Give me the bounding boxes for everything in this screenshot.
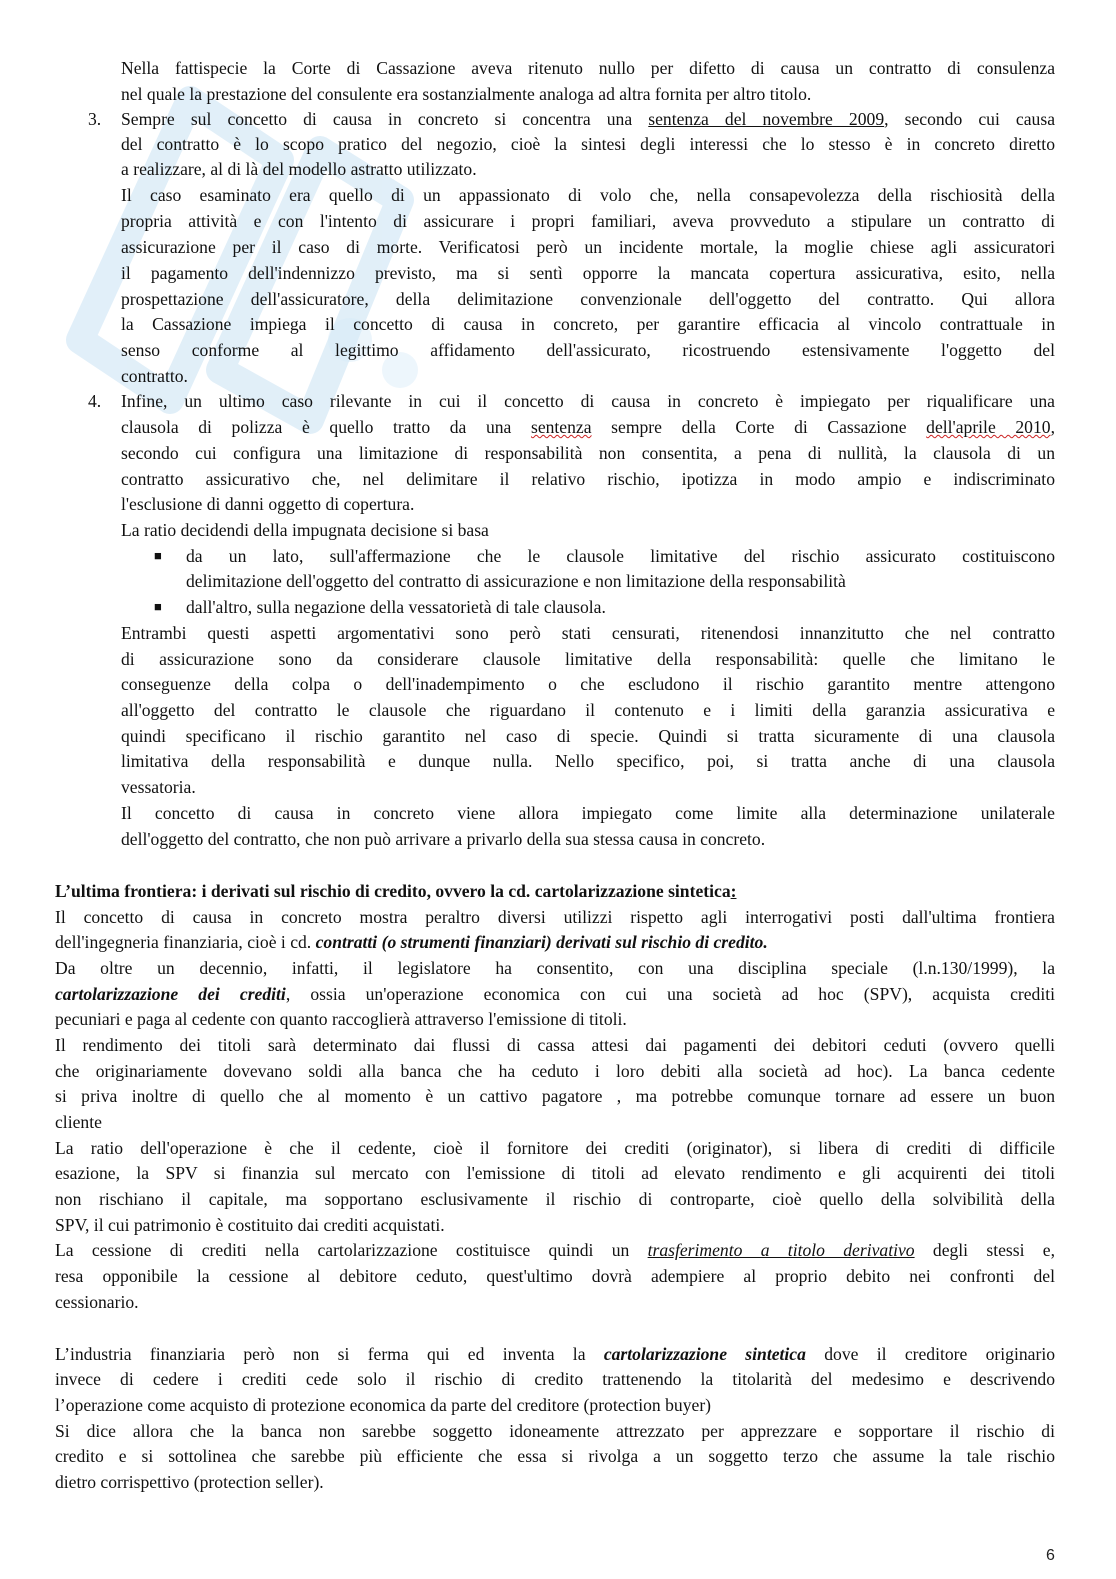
item3-line: assicurazione per il caso di morte. Verificatosi però un incidente mortale, la moglie chiese agli assicuratori — [121, 237, 1055, 257]
item3-line: senso conforme al legittimo affidamento dell'assicurato, ricostruendo estensivamente l'oggetto del — [121, 340, 1055, 360]
item4-line: Entrambi questi aspetti argomentativi sono però stati censurati, ritenendosi innanzitutto che nel contratto — [121, 623, 1055, 643]
item3-line: il pagamento dell'indennizzo previsto, ma si sentì opporre la mancata copertura assicurativa, esito, nella — [121, 263, 1055, 283]
item3-line: del contratto è lo scopo pratico del negozio, cioè la sintesi degli interessi che lo stesso è in concreto diretto — [121, 134, 1055, 154]
item3-line: Il caso esaminato era quello di un appassionato di volo che, nella consapevolezza della rischiosità della — [121, 185, 1055, 205]
body-line: resa opponibile la cessione al debitore ceduto, quest'ultimo dovrà adempiere al proprio debito nei confronti del — [55, 1266, 1055, 1286]
item4-line: secondo cui configura una limitazione di responsabilità non consentita, a pena di nullità, la clausola di un — [121, 443, 1055, 463]
trasferimento-link[interactable]: trasferimento a titolo derivativo — [647, 1240, 915, 1260]
body-line: l’operazione come acquisto di protezione economica da parte del creditore (protection buyer) — [55, 1395, 712, 1415]
bullet-line: dall'altro, sulla negazione della vessatorietà di tale clausola. — [186, 597, 606, 617]
bullet-line: da un lato, sull'affermazione che le clausole limitative del rischio assicurato costituiscono — [186, 546, 1055, 566]
item4-line: quindi specificano il rischio garantito nel caso di specie. Quindi si tratta sicuramente di una clausola — [121, 726, 1055, 746]
item3-line: prospettazione dell'assicuratore, della delimitazione convenzionale dell'oggetto del contratto. Qui allora — [121, 289, 1055, 309]
body-line: Il concetto di causa in concreto mostra peraltro diversi utilizzi rispetto agli interrogativi posti dall'ultima frontiera — [55, 907, 1055, 927]
item4-line: La ratio decidendi della impugnata decisione si basa — [121, 520, 489, 540]
item4-line: all'oggetto del contratto le clausole che riguardano il contenuto e i limiti della garanzia assicurativa e — [121, 700, 1055, 720]
item4-line: vessatoria. — [121, 777, 196, 797]
item3-line: Sempre sul concetto di causa in concreto si concentra una sentenza del novembre 2009, secondo cui causa — [121, 109, 1056, 129]
list-number: 4. — [88, 391, 102, 411]
body-line: SPV, il cui patrimonio è costituito dai crediti acquistati. — [55, 1215, 445, 1235]
body-line: cessionario. — [55, 1292, 139, 1312]
body-line: che originariamente dovevano soldi alla banca che ha ceduto i loro debiti alla società ad hoc). La banca cedente — [55, 1061, 1055, 1081]
item3-line: contratto. — [121, 366, 188, 386]
item3-line: a realizzare, al di là del modello astratto utilizzato. — [121, 159, 477, 179]
item4-line: Infine, un ultimo caso rilevante in cui il concetto di causa in concreto è impiegato per riqualificare una — [121, 391, 1055, 411]
body-line: pecuniari e paga al cedente con quanto raccoglierà attraverso l'emissione di titoli. — [55, 1009, 627, 1029]
item3-line: la Cassazione impiega il concetto di causa in concreto, per garantire efficacia al vincolo contrattuale in — [121, 314, 1055, 334]
item4-line: conseguenze della colpa o dell'inadempimento o che escludono il rischio garantito mentre attengono — [121, 674, 1055, 694]
body-line: L’industria finanziaria però non si ferma qui ed inventa la cartolarizzazione sintetica dove il creditore originario — [55, 1344, 1056, 1364]
body-line: si priva inoltre di quello che al momento è un cattivo pagatore , ma potrebbe comunque tornare ad essere un buon — [55, 1086, 1055, 1106]
item4-line: l'esclusione di danni oggetto di copertura. — [121, 494, 415, 514]
body-line: cartolarizzazione dei crediti, ossia un'operazione economica con cui una società ad hoc (SPV), acquista crediti — [55, 984, 1056, 1004]
bullet-line: delimitazione dell'oggetto del contratto di assicurazione e non limitazione della responsabilità — [186, 571, 846, 591]
body-line: dietro corrispettivo (protection seller). — [55, 1472, 324, 1492]
body-line: esazione, la SPV si finanzia sul mercato con l'emissione di titoli ad elevato rendimento e gli acquirenti dei titoli — [55, 1163, 1055, 1183]
item4-line: di assicurazione sono da considerare clausole limitative della responsabilità: quelle che limitano le — [121, 649, 1055, 669]
bullet-square-icon: ■ — [154, 599, 162, 614]
aprile-2010-link[interactable]: dell'aprile 2010 — [926, 417, 1051, 437]
body-line: La cessione di crediti nella cartolarizzazione costituisce quindi un trasferimento a titolo derivativo degli stessi e, — [55, 1240, 1055, 1260]
body-line: La ratio dell'operazione è che il cedente, cioè il fornitore dei crediti (originator), si libera di crediti di difficile — [55, 1138, 1055, 1158]
item4-line: contratto assicurativo che, nel delimitare il relativo rischio, ipotizza in modo ampio e indiscriminato — [121, 469, 1055, 489]
body-line: dell'ingegneria finanziaria, cioè i cd. contratti (o strumenti finanziari) derivati sul rischio di credito. — [55, 932, 768, 952]
intro-line: nel quale la prestazione del consulente era sostanzialmente analoga ad altra fornita per altro titolo. — [121, 84, 812, 104]
body-line: Il rendimento dei titoli sarà determinato dai flussi di cassa attesi dai pagamenti dei debitori ceduti (ovvero quelli — [55, 1035, 1055, 1055]
item3-line: propria attività e con l'intento di assicurare i propri familiari, aveva provveduto a stipulare un contratto di — [121, 211, 1055, 231]
body-line: non rischiano il capitale, ma sopportano esclusivamente il rischio di controparte, cioè quello della solvibilità della — [55, 1189, 1055, 1209]
page-number: 6 — [1046, 1547, 1055, 1564]
body-line: invece di cedere i crediti cede solo il rischio di credito trattenendo la titolarità del medesimo e descrivendo — [55, 1369, 1055, 1389]
body-line: Si dice allora che la banca non sarebbe soggetto idoneamente attrezzato per apprezzare e sopportare il rischio di — [55, 1421, 1055, 1441]
section-heading: L’ultima frontiera: i derivati sul rischio di credito, ovvero la cd. cartolarizzazione sintetica: — [55, 881, 737, 901]
item4-line: limitativa della responsabilità e dunque nulla. Nello specifico, poi, si tratta anche di una clausola — [121, 751, 1055, 771]
item4-line: clausola di polizza è quello tratto da una sentenza sempre della Corte di Cassazione dell'aprile 2010, — [121, 417, 1055, 437]
sentenza-2009-link[interactable]: sentenza del novembre 2009 — [648, 109, 885, 129]
sentenza-link[interactable]: sentenza — [530, 417, 592, 437]
body-line: Da oltre un decennio, infatti, il legislatore ha consentito, con una disciplina speciale (l.n.130/1999), la — [55, 958, 1055, 978]
item4-line: dell'oggetto del contratto, che non può arrivare a privarlo della sua stessa causa in concreto. — [121, 829, 766, 849]
intro-line: Nella fattispecie la Corte di Cassazione aveva ritenuto nullo per difetto di causa un contratto di consulenza — [121, 58, 1055, 78]
list-number: 3. — [88, 109, 102, 129]
item4-line: Il concetto di causa in concreto viene allora impiegato come limite alla determinazione unilaterale — [121, 803, 1055, 823]
body-line: cliente — [55, 1112, 102, 1132]
body-line: credito e si sottolinea che sarebbe più efficiente che essa si rivolga a un soggetto terzo che assume la tale rischio — [55, 1446, 1055, 1466]
bullet-square-icon: ■ — [154, 548, 162, 563]
